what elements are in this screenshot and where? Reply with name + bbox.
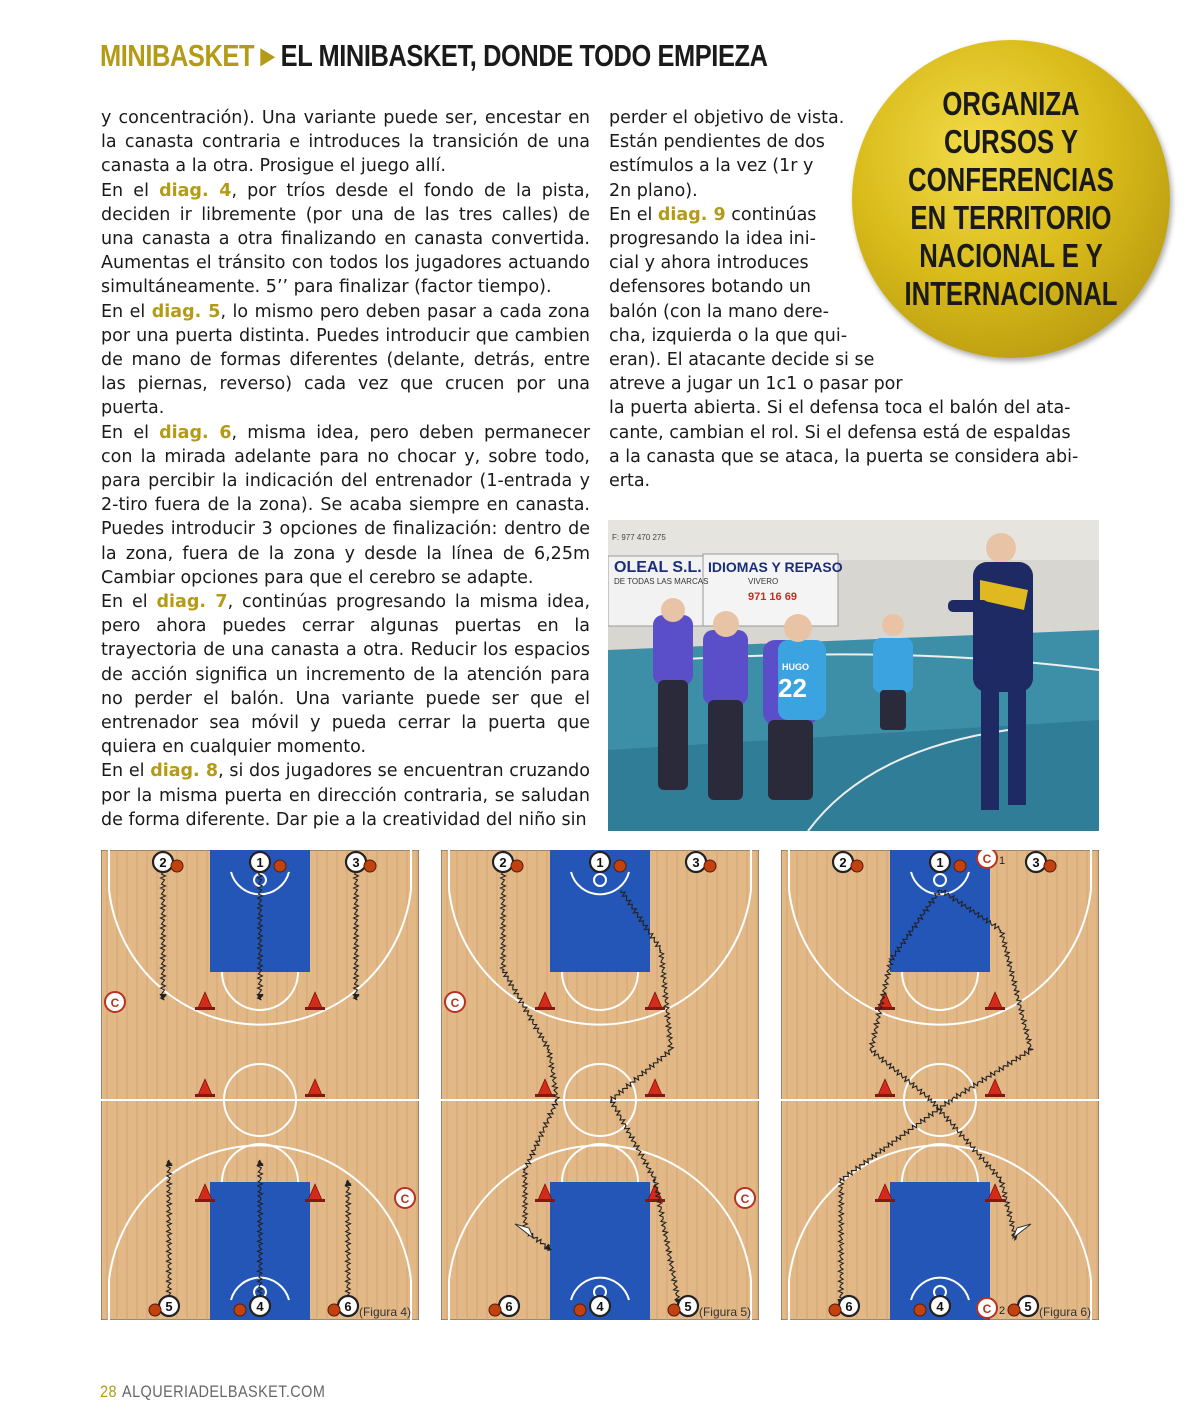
ball-icon	[668, 1304, 680, 1316]
ball-icon	[234, 1304, 246, 1316]
text-line: balón (con la mano dere-	[609, 301, 829, 322]
player-number: 5	[684, 1299, 692, 1314]
shirt-name: HUGO	[782, 662, 809, 672]
diag-reference: diag. 7	[156, 592, 228, 613]
ball-icon	[364, 860, 376, 872]
banner-text: OLEAL S.L.	[614, 559, 702, 576]
cone-base	[305, 1199, 325, 1202]
coach-number: 1	[999, 855, 1006, 867]
page-number: 28	[100, 1382, 117, 1401]
ball-icon	[914, 1304, 926, 1316]
player-number: 2	[159, 855, 167, 870]
player-number: 3	[692, 855, 700, 870]
court-diagram-figure-6	[781, 850, 1099, 1320]
cone-base	[985, 1007, 1005, 1010]
cone-base	[645, 1007, 665, 1010]
banner-text: IDIOMAS Y REPASO	[708, 559, 843, 575]
cone-base	[985, 1199, 1005, 1202]
cone-base	[875, 1007, 895, 1010]
text-line: erta.	[609, 471, 651, 492]
text-line: cial y ahora introduces	[609, 253, 809, 274]
text-line: progresando la idea ini-	[609, 229, 816, 250]
text-line: la puerta abierta. Si el defensa toca el balón del ata-	[609, 398, 1071, 419]
cone-base	[305, 1094, 325, 1097]
page-header	[100, 38, 768, 74]
photo-illustration	[608, 520, 1099, 831]
text-line: En el diag. 9 continúas	[609, 204, 817, 225]
player-number: 3	[1032, 855, 1040, 870]
coach-label: C	[740, 1192, 750, 1206]
ball-icon	[829, 1304, 841, 1316]
diag-reference: diag. 5	[151, 301, 221, 322]
ball-icon	[1044, 860, 1056, 872]
section-label: MINIBASKET	[100, 38, 255, 73]
ball-icon	[704, 860, 716, 872]
player-number: 1	[596, 855, 604, 870]
text-line: cante, cambian el rol. Si el defensa está de espaldas	[609, 422, 1071, 443]
banner-text: F: 977 470 275	[612, 533, 666, 542]
ball-icon	[149, 1304, 161, 1316]
paragraph: En el diag. 5, lo mismo pero deben pasar a cada zona por una puerta distinta. Puedes introducir que cambien de mano de formas diferentes (delante, detrás, entre las piernas, reverso) cada vez que crucen por una puerta.	[101, 301, 590, 419]
paragraph: En el diag. 6, misma idea, pero deben permanecer con la mirada adelante para no chocar y, sobre todo, para percibir la indicación del entrenador (1-entrada y 2-tiro fuera de la zona). Se acaba siempre en canasta. Puedes introducir 3 opciones de finalización: dentro de la zona, fuera de la zona y desde la línea de 6,25m Cambiar opciones para que el cerebro se adapte.	[101, 422, 591, 588]
cone-base	[535, 1199, 555, 1202]
page-title: EL MINIBASKET, DONDE TODO EMPIEZA	[280, 38, 768, 73]
ball-icon	[1008, 1304, 1020, 1316]
banner-text: VIVERO	[748, 577, 779, 586]
player-number: 4	[596, 1299, 604, 1314]
player-number: 5	[1024, 1299, 1032, 1314]
player-number: 6	[344, 1299, 352, 1314]
figure-label: (Figura 5)	[698, 1305, 751, 1319]
badge-text: ORGANIZA CURSOS Y CONFERENCIAS EN TERRITORIO NACIONAL E Y INTERNACIONAL	[904, 85, 1118, 312]
player-number: 4	[936, 1299, 944, 1314]
shirt-number: 22	[778, 673, 807, 703]
paragraph: y concentración). Una variante puede ser, encestar en la canasta contraria e introduces la transición de una canasta a la otra. Prosigue el juego allí.	[101, 108, 590, 177]
text-line: a la canasta que se ataca, la puerta se considera abi-	[609, 446, 1079, 467]
cone-base	[195, 1199, 215, 1202]
text-line: estímulos a la vez (1r y	[609, 156, 814, 177]
ball-icon	[851, 860, 863, 872]
cone-base	[195, 1007, 215, 1010]
text-line: eran). El atacante decide si se	[609, 350, 875, 371]
cone-base	[535, 1007, 555, 1010]
text-line: defensores botando un	[609, 277, 812, 298]
player-number: 2	[499, 855, 507, 870]
player-number: 3	[352, 855, 360, 870]
ball-icon	[954, 860, 966, 872]
player-number: 6	[845, 1299, 853, 1314]
coach-number: 2	[999, 1305, 1006, 1317]
cone-base	[535, 1094, 555, 1097]
promo-badge	[852, 40, 1170, 358]
cone-base	[875, 1094, 895, 1097]
court-svg	[441, 850, 759, 1320]
page-footer	[100, 1382, 325, 1402]
ball-icon	[274, 860, 286, 872]
figure-label: (Figura 6)	[1038, 1305, 1091, 1319]
diag-reference: diag. 8	[150, 761, 219, 782]
coach-label: C	[982, 1302, 992, 1316]
text-line: perder el objetivo de vista.	[609, 108, 845, 128]
coach-label: C	[450, 996, 460, 1010]
player-number: 5	[165, 1299, 173, 1314]
paragraph: En el diag. 8, si dos jugadores se encuentran cruzando por la misma puerta en dirección contraria, se saludan de forma diferente. Dar pie a la creatividad del niño sin	[101, 761, 590, 830]
coach-label: C	[110, 996, 120, 1010]
site-url: ALQUERIADELBASKET.COM	[122, 1382, 326, 1401]
paragraph: En el diag. 7, continúas progresando la misma idea, pero ahora puedes cerrar algunas puertas en la trayectoria de una canasta a otra. Reducir los espacios de acción significa un incremento de la atención para no perder el balón. Una variante puede ser que el entrenador sea móvil y pueda cerrar la puerta que quiera en cualquier momento.	[101, 592, 591, 758]
text-line: cha, izquierda o la que qui-	[609, 325, 848, 346]
diag-reference: diag. 9	[657, 204, 726, 225]
court-svg	[781, 850, 1099, 1320]
text-column-left	[101, 106, 590, 832]
player-number: 2	[839, 855, 847, 870]
ball-icon	[489, 1304, 501, 1316]
player-number: 6	[505, 1299, 513, 1314]
cone-base	[645, 1199, 665, 1202]
court-svg	[101, 850, 419, 1320]
cone-base	[985, 1094, 1005, 1097]
cone-base	[195, 1094, 215, 1097]
player-number: 4	[256, 1299, 264, 1314]
ball-icon	[171, 860, 183, 872]
coach-label: C	[400, 1192, 410, 1206]
diag-reference: diag. 4	[159, 180, 232, 201]
ball-icon	[614, 860, 626, 872]
training-photo	[608, 520, 1099, 831]
text-line: Están pendientes de dos	[609, 132, 825, 153]
text-line: atreve a jugar un 1c1 o pasar por	[609, 374, 903, 395]
player-number: 1	[936, 855, 944, 870]
court-diagram-figure-4	[101, 850, 419, 1320]
ball-icon	[574, 1304, 586, 1316]
coach-label: C	[982, 852, 992, 866]
banner-text: 971 16 69	[748, 591, 797, 603]
ball-icon	[328, 1304, 340, 1316]
cone-base	[305, 1007, 325, 1010]
cone-base	[875, 1199, 895, 1202]
text-line: 2n plano).	[609, 180, 698, 201]
banner-text: DE TODAS LAS MARCAS	[614, 577, 709, 586]
header-arrow-icon: ▶	[260, 43, 275, 68]
ball-icon	[511, 860, 523, 872]
cone-base	[645, 1094, 665, 1097]
court-diagram-figure-5	[441, 850, 759, 1320]
figure-label: (Figura 4)	[358, 1305, 411, 1319]
diag-reference: diag. 6	[159, 422, 232, 443]
player-number: 1	[256, 855, 264, 870]
paragraph: En el diag. 4, por tríos desde el fondo de la pista, deciden ir libremente (por una de las tres calles) de una canasta a otra finalizando en canasta convertida. Aumentas el tránsito con todos los jugadores actuando simultáneamente. 5’’ para finalizar (factor tiempo).	[101, 180, 590, 298]
